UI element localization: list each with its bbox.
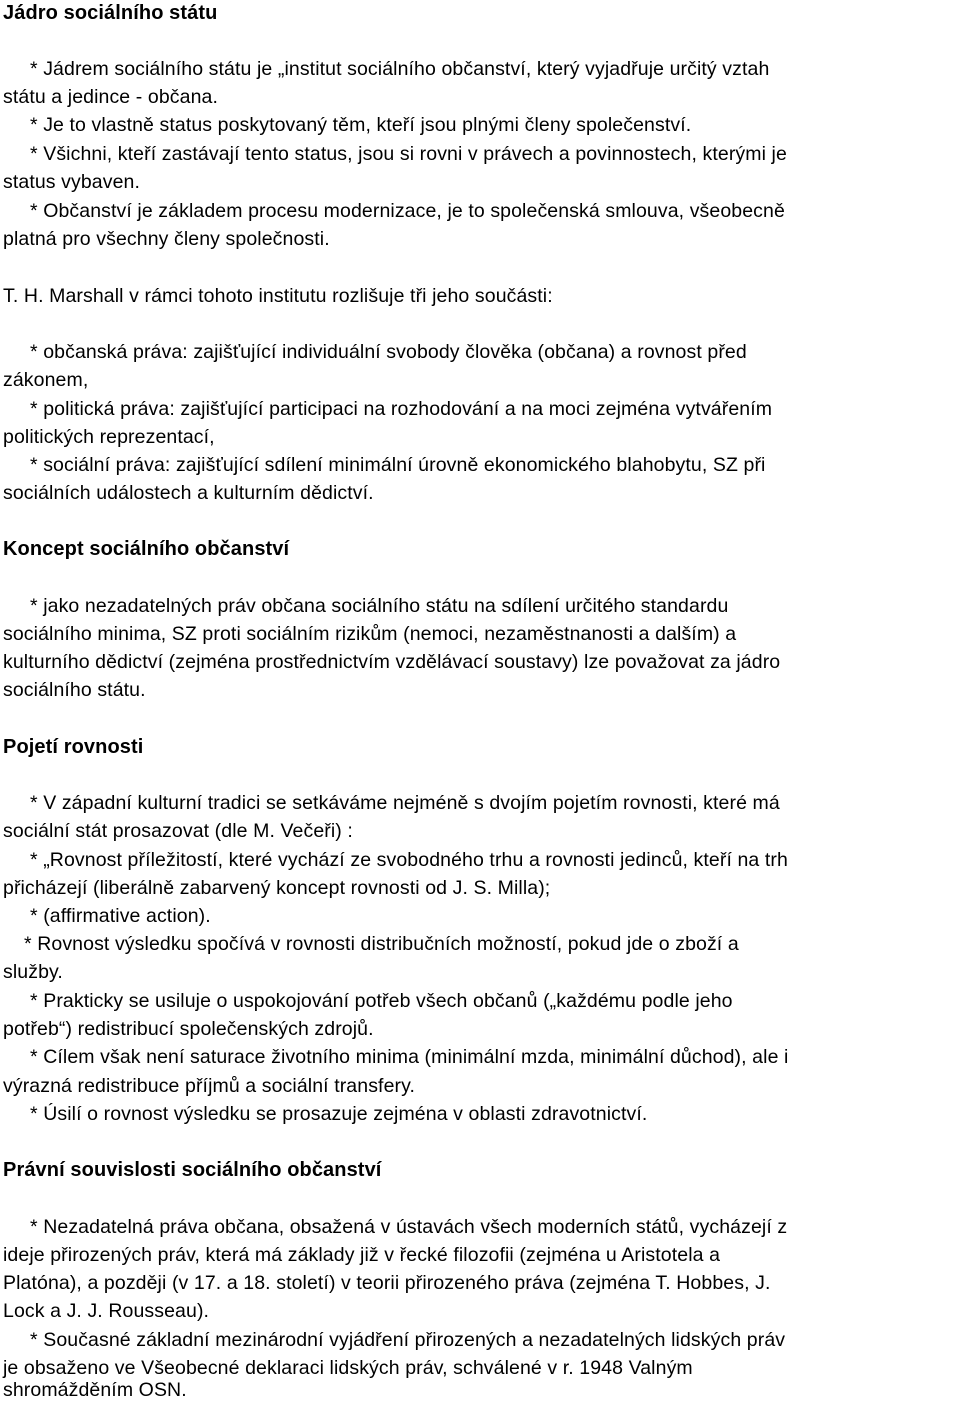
paragraph-line: * občanská práva: zajišťující individuální svobody člověka (občana) a rovnost před [30,341,747,363]
paragraph-line: status vybaven. [3,171,140,193]
paragraph-line: * Současné základní mezinárodní vyjádření přirozených a nezadatelných lidských práv [30,1329,786,1351]
section-heading-koncept: Koncept sociálního občanství [3,538,290,560]
paragraph-line: * Rovnost výsledku spočívá v rovnosti distribučních možností, pokud jde o zboží a [24,933,739,955]
paragraph-line: Lock a J. J. Rousseau). [3,1300,210,1322]
paragraph-line: služby. [3,961,63,983]
paragraph-line: * Prakticky se usiluje o uspokojování potřeb všech občanů („každému podle jeho [30,990,733,1012]
paragraph-line: * Jádrem sociálního státu je „institut sociálního občanství, který vyjadřuje určitý vztah [30,58,770,80]
paragraph-line: sociálního státu. [3,679,146,701]
section-heading-pojeti: Pojetí rovnosti [3,736,144,758]
paragraph-line: kulturního dědictví (zejména prostřednictvím vzdělávací soustavy) lze považovat za jádro [3,651,781,673]
paragraph-line: Platóna), a později (v 17. a 18. století) v teorii přirozeného práva (zejména T. Hobbes, J. [3,1272,771,1294]
paragraph-line: je obsaženo ve Všeobecné deklaraci lidských práv, schválené v r. 1948 Valným [3,1357,693,1379]
paragraph-line: * sociální práva: zajišťující sdílení minimální úrovně ekonomického blahobytu, SZ při [30,454,766,476]
paragraph-line: * politická práva: zajišťující participaci na rozhodování a na moci zejména vytvářením [30,398,773,420]
paragraph-line: sociálních událostech a kulturním dědictví. [3,482,374,504]
paragraph-line: T. H. Marshall v rámci tohoto institutu rozlišuje tři jeho součásti: [3,285,553,307]
paragraph-line: přicházejí (liberálně zabarvený koncept rovnosti od J. S. Milla); [3,877,551,899]
paragraph-line: sociální stát prosazovat (dle M. Večeři) : [3,820,353,842]
paragraph-line: * Cílem však není saturace životního minima (minimální mzda, minimální důchod), ale i [30,1046,789,1068]
paragraph-line: zákonem, [3,369,89,391]
paragraph-line: potřeb“) redistribucí společenských zdrojů. [3,1018,374,1040]
paragraph-line: * Je to vlastně status poskytovaný těm, kteří jsou plnými členy společenství. [30,114,692,136]
paragraph-line: politických reprezentací, [3,426,215,448]
paragraph-line: * Občanství je základem procesu modernizace, je to společenská smlouva, všeobecně [30,200,785,222]
paragraph-line: * Nezadatelná práva občana, obsažená v ústavách všech moderních států, vycházejí z [30,1216,788,1238]
paragraph-line: * „Rovnost příležitostí, které vychází ze svobodného trhu a rovnosti jedinců, kteří na trh [30,849,788,871]
paragraph-line: státu a jedince - občana. [3,86,218,108]
paragraph-line: shromážděním OSN. [3,1379,187,1401]
paragraph-line: platná pro všechny členy společnosti. [3,228,330,250]
paragraph-line: * Všichni, kteří zastávají tento status, jsou si rovni v právech a povinnostech, kterými je [30,143,787,165]
paragraph-line: * (affirmative action). [30,905,211,927]
paragraph-line: sociálního minima, SZ proti sociálním rizikům (nemoci, nezaměstnanosti a dalším) a [3,623,737,645]
section-heading-jadro: Jádro sociálního státu [3,2,218,24]
paragraph-line: * Úsilí o rovnost výsledku se prosazuje zejména v oblasti zdravotnictví. [30,1103,648,1125]
paragraph-line: výrazná redistribuce příjmů a sociální transfery. [3,1075,416,1097]
paragraph-line: ideje přirozených práv, která má základy již v řecké filozofii (zejména u Aristotela a [3,1244,721,1266]
section-heading-pravni: Právní souvislosti sociálního občanství [3,1159,382,1181]
paragraph-line: * jako nezadatelných práv občana sociálního státu na sdílení určitého standardu [30,595,729,617]
paragraph-line: * V západní kulturní tradici se setkáváme nejméně s dvojím pojetím rovnosti, které má [30,792,780,814]
